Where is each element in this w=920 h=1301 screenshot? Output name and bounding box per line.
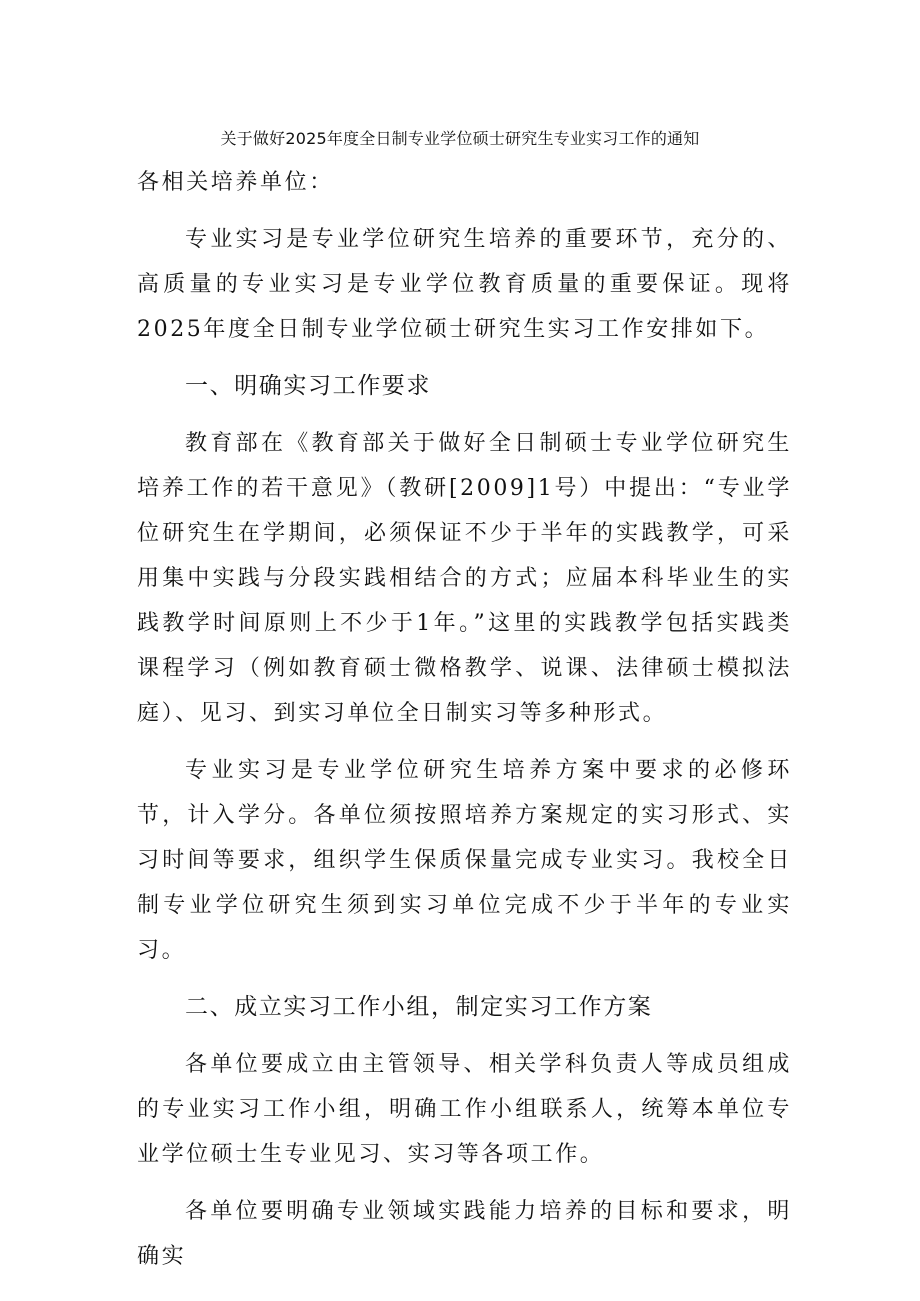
section-heading-1: 一、明确实习工作要求 (185, 373, 431, 399)
paragraph-ministry-requirement: 教育部在《教育部关于做好全日制硕士专业学位研究生培养工作的若干意见》（教研[2009]1号）中提出：“专业学位研究生在学期间，必须保证不少于半年的实践教学，可采用集中实践与分段实践相结合的方式；应届本科毕业生的实践教学时间原则上不少于1年。”这里的实践教学包括实践类课程学习（例如教育硕士微格教学、说课、法律硕士模拟法庭）、见习、到实习单位全日制实习等多种形式。 (137, 431, 792, 726)
paragraph-training-goals: 各单位要明确专业领域实践能力培养的目标和要求，明确实 (137, 1199, 792, 1269)
paragraph-required-credit: 专业实习是专业学位研究生培养方案中要求的必修环节，计入学分。各单位须按照培养方案规定的实习形式、实习时间等要求，组织学生保质保量完成专业实习。我校全日制专业学位研究生须到实习单位完成不少于半年的专业实习。 (137, 758, 792, 963)
section-heading-2: 二、成立实习工作小组，制定实习工作方案 (185, 994, 653, 1020)
salutation: 各相关培养单位： (137, 170, 334, 195)
document-body (137, 160, 792, 1291)
document-title: 关于做好2025年度全日制专业学位硕士研究生专业实习工作的通知 (220, 129, 700, 148)
paragraph-working-group: 各单位要成立由主管领导、相关学科负责人等成员组成的专业实习工作小组，明确工作小组联系人，统筹本单位专业学位硕士生专业见习、实习等各项工作。 (137, 1052, 792, 1167)
paragraph-intro: 专业实习是专业学位研究生培养的重要环节，充分的、高质量的专业实习是专业学位教育质量的重要保证。现将2025年度全日制专业学位硕士研究生实习工作安排如下。 (137, 227, 792, 342)
